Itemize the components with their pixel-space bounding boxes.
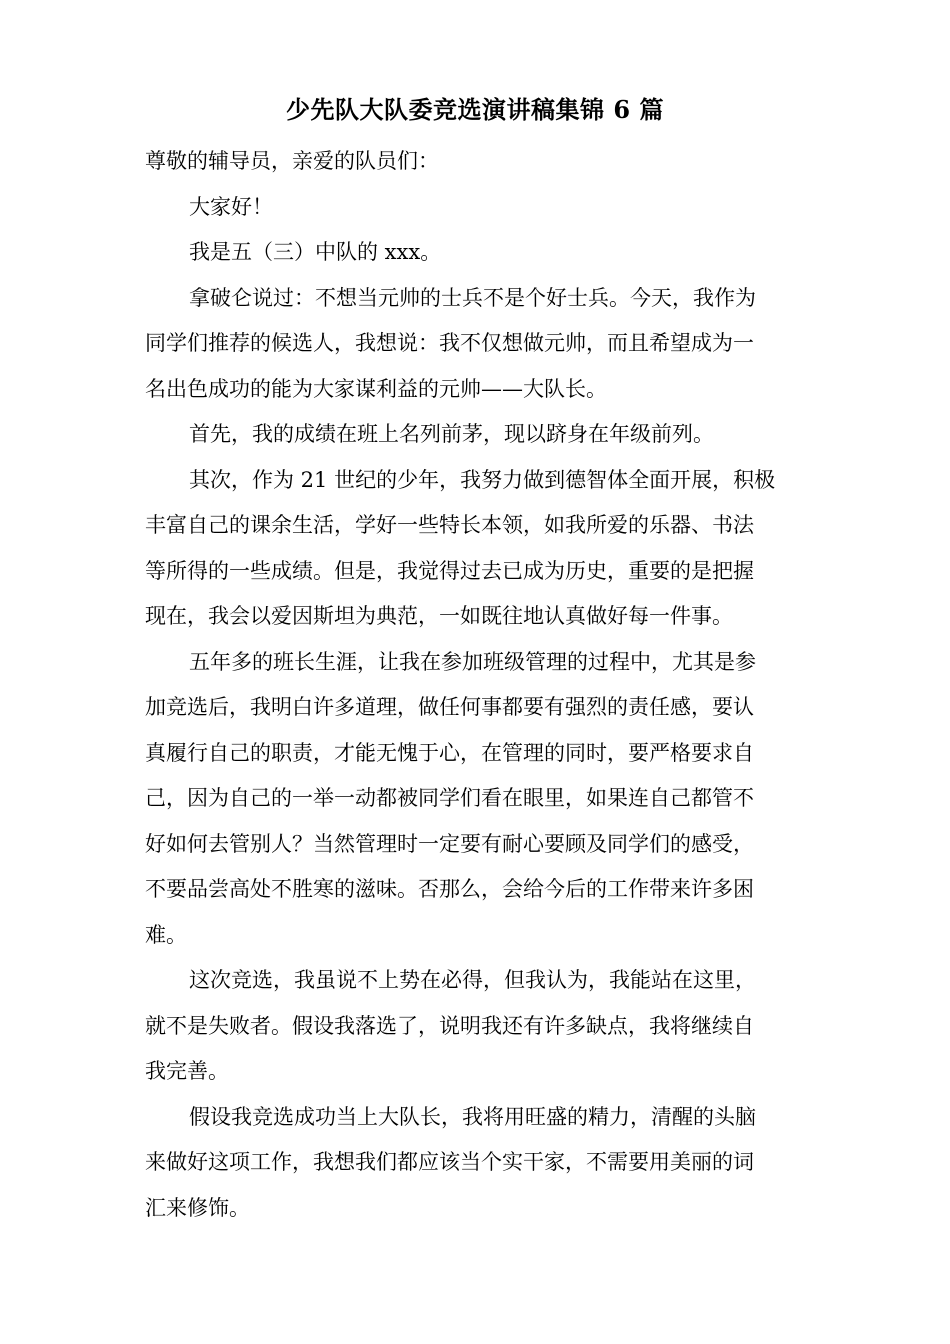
paragraph-line: 来做好这项工作，我想我们都应该当个实干家，不需要用美丽的词 xyxy=(145,1150,754,1174)
paragraph-line: 同学们推荐的候选人，我想说：我不仅想做元帅，而且希望成为一 xyxy=(145,331,754,355)
paragraph-line: 拿破仑说过：不想当元帅的士兵不是个好士兵。今天，我作为 xyxy=(189,285,756,310)
document-body xyxy=(145,139,810,1231)
paragraph-line: 五年多的班长生涯，让我在参加班级管理的过程中，尤其是参 xyxy=(189,649,756,674)
paragraph-line: 名出色成功的能为大家谋利益的元帅——大队长。 xyxy=(145,376,607,401)
paragraph-line: 己，因为自己的一举一动都被同学们看在眼里，如果连自己都管不 xyxy=(145,786,754,810)
document-title: 少先队大队委竞选演讲稿集锦 6 篇 xyxy=(286,95,664,124)
paragraph-line: 加竞选后，我明白许多道理，做任何事都要有强烈的责任感，要认 xyxy=(145,695,754,719)
paragraph-line: 好如何去管别人？当然管理时一定要有耐心要顾及同学们的感受， xyxy=(145,831,754,856)
paragraph-line: 假设我竞选成功当上大队长，我将用旺盛的精力，清醒的头脑 xyxy=(189,1104,756,1129)
paragraph-line: 汇来修饰。 xyxy=(145,1195,250,1220)
paragraph-line: 现在，我会以爱因斯坦为典范，一如既往地认真做好每一件事。 xyxy=(145,604,733,628)
salutation-line: 尊敬的辅导员，亲爱的队员们： xyxy=(145,149,439,173)
paragraph-line: 我完善。 xyxy=(145,1059,229,1083)
paragraph-line: 其次，作为 21 世纪的少年，我努力做到德智体全面开展，积极 xyxy=(189,467,776,492)
paragraph-line: 等所得的一些成绩。但是，我觉得过去已成为历史，重要的是把握 xyxy=(145,558,754,583)
paragraph-line: 就不是失败者。假设我落选了，说明我还有许多缺点，我将继续自 xyxy=(145,1013,754,1038)
paragraph-line: 首先，我的成绩在班上名列前茅，现以跻身在年级前列。 xyxy=(189,422,714,446)
paragraph-line: 不要品尝高处不胜寒的滋味。否那么，会给今后的工作带来许多困 xyxy=(145,877,754,901)
greeting-line: 大家好！ xyxy=(189,194,273,219)
paragraph-line: 真履行自己的职责，才能无愧于心，在管理的同时，要严格要求自 xyxy=(145,740,754,765)
paragraph-line: 丰富自己的课余生活，学好一些特长本领，如我所爱的乐器、书法 xyxy=(145,513,754,537)
introduction-line: 我是五（三）中队的 xxx。 xyxy=(189,240,442,264)
paragraph-line: 难。 xyxy=(145,922,187,947)
paragraph-line: 这次竞选，我虽说不上势在必得，但我认为，我能站在这里， xyxy=(189,968,756,992)
